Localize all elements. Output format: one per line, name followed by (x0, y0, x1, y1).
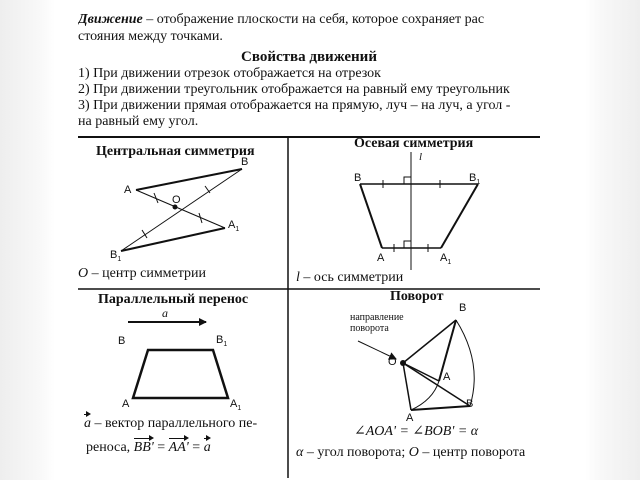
right-page-shadow (585, 0, 640, 480)
label-A: A (377, 252, 385, 264)
segment-A-prime-B-prime (411, 406, 470, 410)
label-A1: $A_1$ (230, 398, 242, 413)
label-A1: $A_1$ (228, 219, 240, 234)
label-B: B (241, 156, 249, 168)
right-angle-mark (404, 177, 411, 184)
ray-OA-prime (403, 363, 411, 410)
label-A: A (124, 184, 132, 196)
right-angle-mark (404, 241, 411, 248)
rotation-arc-A (411, 381, 439, 410)
segment-B1A1 (121, 228, 225, 251)
segment-B1A1 (441, 184, 478, 248)
definition-text-line1: – отображение плоскости на себя, которое сохраняет рас (142, 12, 485, 27)
label-B1: $B_1$ (110, 249, 122, 264)
label-B-bottom: B (466, 398, 474, 410)
property-item-3: 3) При движении прямая отображается на прямую, луч – на луч, а угол - (78, 98, 511, 113)
definition-term: Движение (78, 12, 143, 27)
property-item-1: 1) При движении отрезок отображается на отрезок (78, 66, 381, 81)
parallel-caption-line1: a – вектор параллельного пе- (84, 416, 258, 431)
property-item-3-continued: на равный ему угол. (78, 114, 199, 129)
central-symmetry-title: Центральная симметрия (96, 144, 255, 159)
parallelogram-BB1A1A (133, 350, 228, 398)
definition-text-line2: стояния между точками. (78, 29, 223, 44)
rotation-arc-B (456, 320, 474, 406)
label-axis-l: l (419, 151, 423, 163)
label-A: A (122, 398, 130, 410)
label-A1: $A_1$ (440, 252, 452, 267)
label-B: B (354, 172, 362, 184)
segment-BA (360, 184, 382, 248)
parallel-translation-figure (128, 322, 228, 398)
label-O: O (388, 356, 397, 368)
label-B1: $B_1$ (469, 172, 481, 187)
axial-symmetry-caption: l – ось симметрии (296, 270, 404, 285)
rotation-title: Поворот (390, 289, 444, 304)
parallel-caption-line2: реноса, BB' = AA' = a (86, 440, 211, 455)
label-B1: $B_1$ (216, 334, 228, 349)
parallel-translation-title: Параллельный перенос (98, 292, 249, 307)
axial-symmetry-title: Осевая симметрия (354, 136, 474, 151)
property-item-2: 2) При движении треугольник отображается на равный ему треугольник (78, 82, 510, 97)
rotation-direction-note: направление поворота (350, 312, 404, 334)
ray-OA (403, 363, 439, 381)
label-vector-a: a (162, 306, 168, 320)
label-B: B (118, 335, 126, 347)
label-B-top: B (459, 302, 467, 314)
document-page (78, 8, 540, 478)
properties-title: Свойства движений (241, 49, 377, 65)
rotation-formula: ∠AOA' = ∠BOB' = α (354, 424, 479, 439)
left-page-shadow (0, 0, 55, 480)
ray-OB-prime (403, 363, 470, 406)
rotation-caption: α – угол поворота; O – центр поворота (296, 445, 526, 460)
central-symmetry-caption: O – центр симметрии (78, 266, 207, 281)
label-O: O (172, 194, 181, 206)
label-A-bottom: A (406, 412, 414, 424)
central-symmetry-figure (121, 169, 242, 251)
label-A-mid: A (443, 371, 451, 383)
